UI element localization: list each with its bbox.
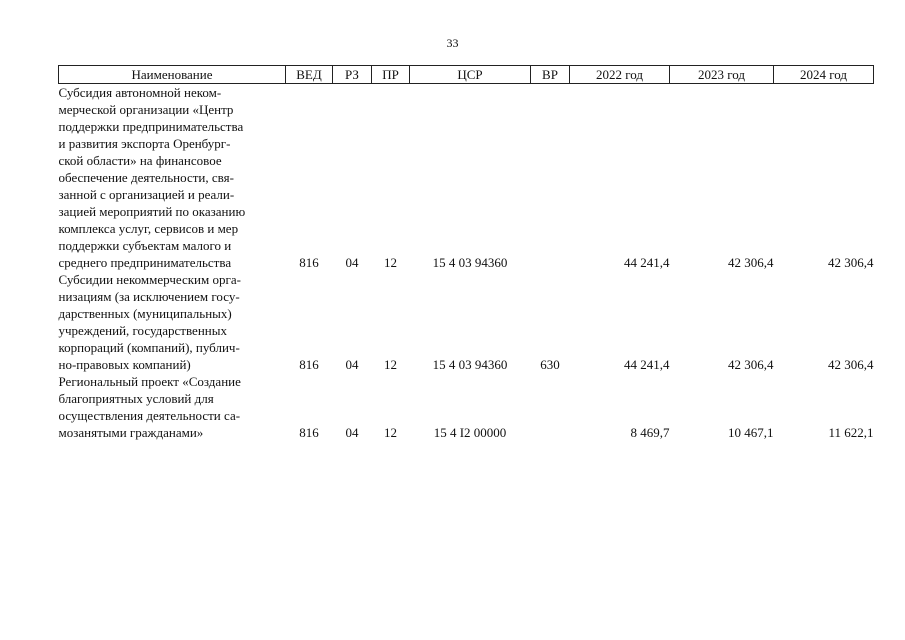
name-line: благоприятных условий для <box>58 391 214 406</box>
row-name <box>59 373 286 441</box>
cell-vr <box>531 84 570 272</box>
cell-vr: 630 <box>540 357 560 372</box>
cell-rz: 04 <box>345 357 359 372</box>
name-line: корпораций (компаний), публич- <box>58 340 240 355</box>
name-line: осуществления деятельности са- <box>58 408 241 423</box>
name-line: поддержки субъектам малого и <box>58 238 232 253</box>
cell-csr: 15 4 03 94360 <box>432 255 508 270</box>
cell-csr: 15 4 I2 00000 <box>433 425 507 440</box>
cell-2024: 42 306,4 <box>828 357 874 372</box>
cell-ved: 816 <box>299 425 319 440</box>
name-line: комплекса услуг, сервисов и мер <box>58 221 239 236</box>
cell-rz: 04 <box>345 255 359 270</box>
cell-rz: 04 <box>345 425 359 440</box>
name-line: дарственных (муниципальных) <box>58 306 232 321</box>
header-pr: ПР <box>372 66 410 84</box>
cell-ved: 816 <box>299 357 319 372</box>
row-name <box>59 84 286 272</box>
budget-table <box>58 65 874 441</box>
cell-pr: 12 <box>384 425 397 440</box>
name-line: обеспечение деятельности, свя- <box>58 170 234 185</box>
cell-2022: 44 241,4 <box>624 255 670 270</box>
header-vr: ВР <box>531 66 570 84</box>
name-line: низациям (за исключением госу- <box>58 289 240 304</box>
table-row <box>59 373 874 441</box>
name-line: Региональный проект «Создание <box>58 374 241 389</box>
table-row <box>59 271 874 373</box>
cell-vr <box>531 373 570 441</box>
name-line: мерческой организации «Центр <box>58 102 234 117</box>
name-line: зацией мероприятий по оказанию <box>58 204 246 219</box>
name-line: Субсидии некоммерческим орга- <box>58 272 241 287</box>
header-rz: РЗ <box>333 66 372 84</box>
name-line: ской области» на финансовое <box>58 153 222 168</box>
cell-2024: 11 622,1 <box>828 425 874 440</box>
cell-csr: 15 4 03 94360 <box>432 357 508 372</box>
table-header-row <box>59 66 874 84</box>
table-row <box>59 84 874 272</box>
cell-ved: 816 <box>299 255 319 270</box>
header-2024: 2024 год <box>774 66 874 84</box>
header-name: Наименование <box>59 66 286 84</box>
cell-2023: 10 467,1 <box>728 425 774 440</box>
header-ved: ВЕД <box>286 66 333 84</box>
cell-2022: 44 241,4 <box>624 357 670 372</box>
name-line: поддержки предпринимательства <box>58 119 244 134</box>
cell-pr: 12 <box>384 357 397 372</box>
header-2022: 2022 год <box>570 66 670 84</box>
header-2023: 2023 год <box>670 66 774 84</box>
name-line: но-правовых компаний) <box>58 357 191 372</box>
name-line: занной с организацией и реали- <box>58 187 235 202</box>
row-name <box>59 271 286 373</box>
cell-2022: 8 469,7 <box>630 425 670 440</box>
page-number: 33 <box>446 36 459 50</box>
header-csr: ЦСР <box>410 66 531 84</box>
name-line: среднего предпринимательства <box>58 255 232 270</box>
cell-2023: 42 306,4 <box>728 255 774 270</box>
name-line: мозанятыми гражданами» <box>58 425 204 440</box>
name-line: и развития экспорта Оренбург- <box>58 136 231 151</box>
name-line: Субсидия автономной неком- <box>58 85 222 100</box>
name-line: учреждений, государственных <box>58 323 227 338</box>
cell-pr: 12 <box>384 255 397 270</box>
cell-2023: 42 306,4 <box>728 357 774 372</box>
cell-2024: 42 306,4 <box>828 255 874 270</box>
